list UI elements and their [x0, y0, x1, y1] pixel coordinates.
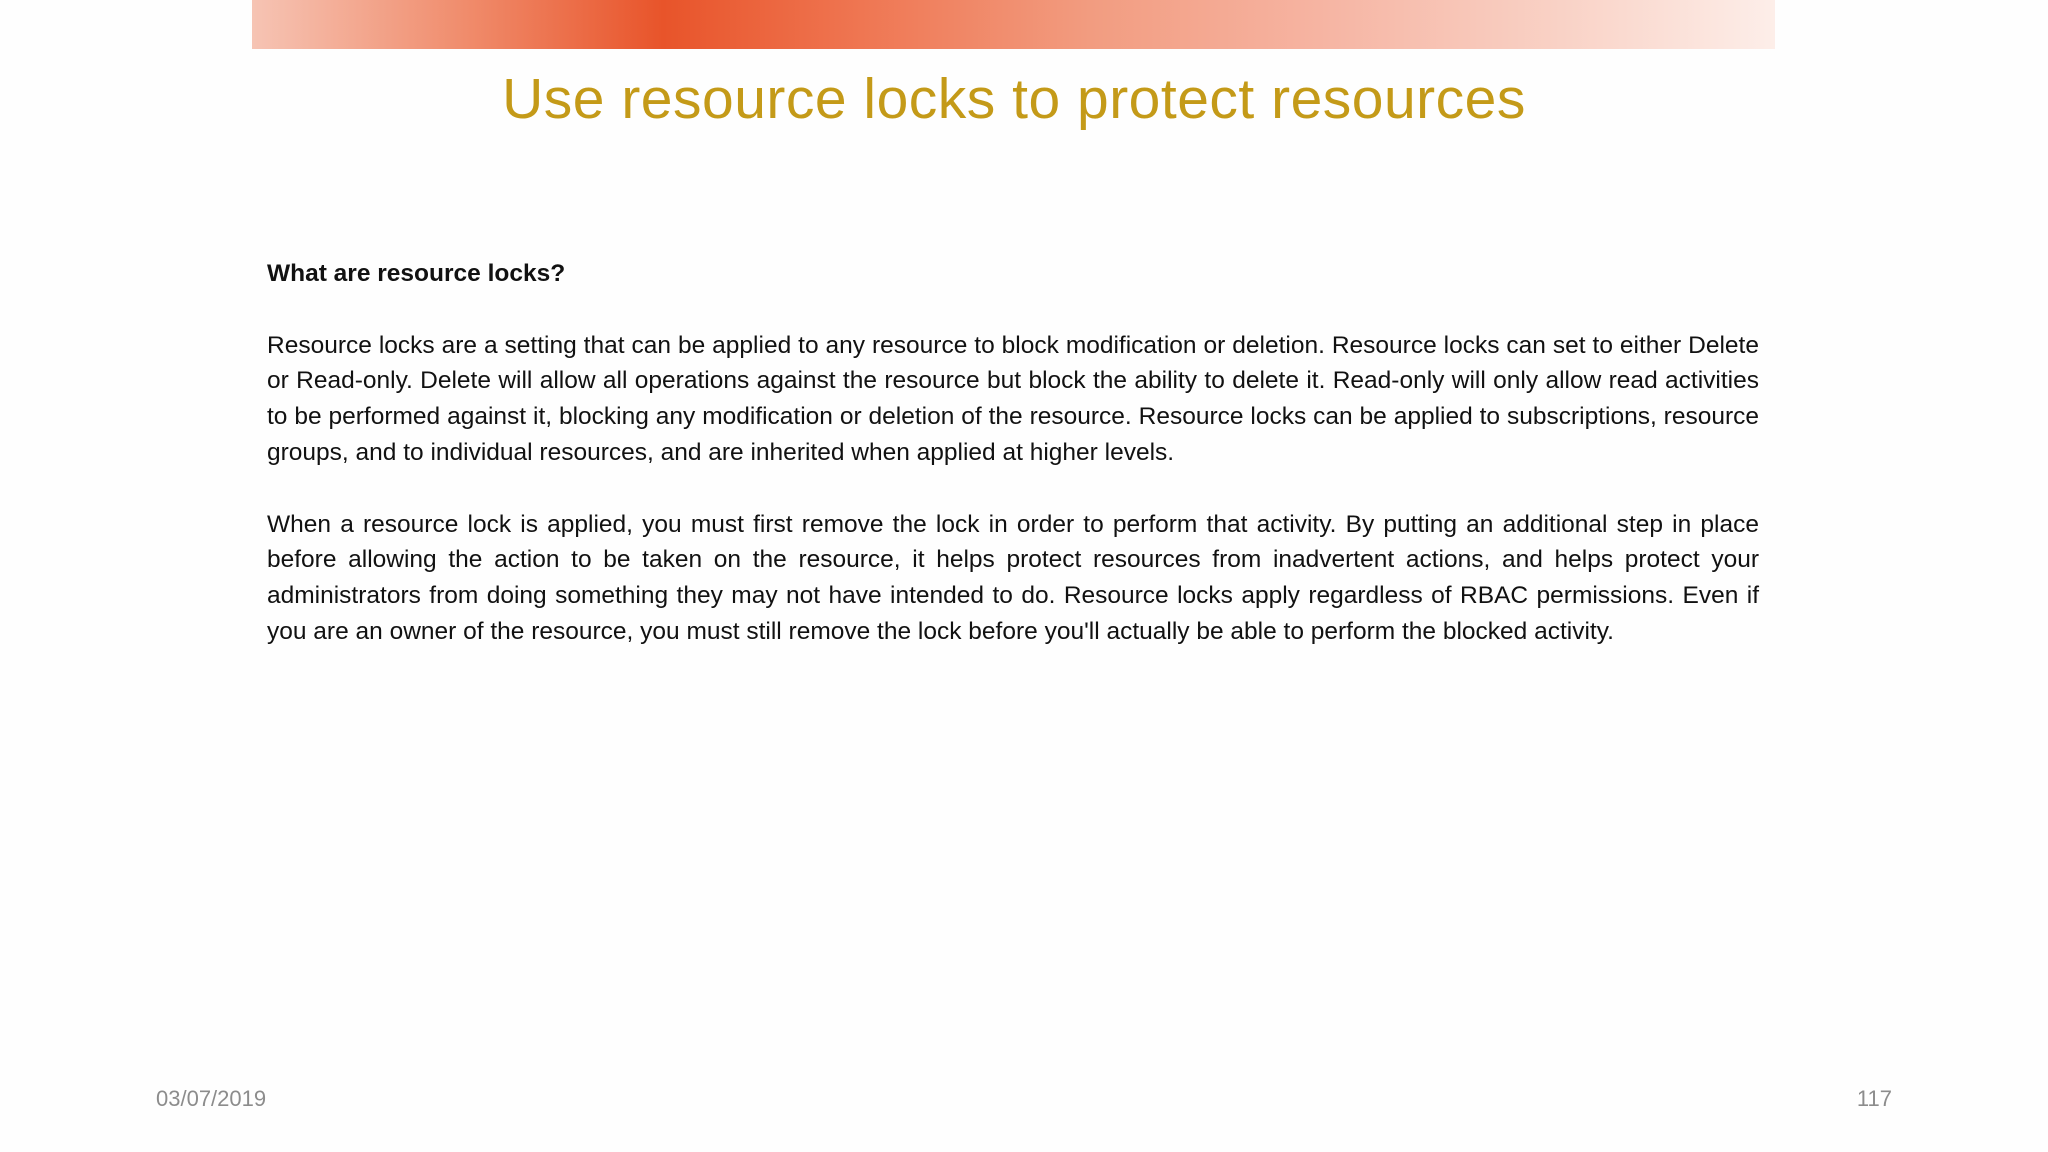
section-heading: What are resource locks? — [267, 260, 566, 287]
footer-date: 03/07/2019 — [156, 1086, 267, 1111]
page-number: 117 — [1856, 1086, 1892, 1111]
slide-title: Use resource locks to protect resources — [502, 67, 1526, 131]
accent-gradient-bar — [252, 0, 1775, 49]
paragraph: When a resource lock is applied, you must first remove the lock in order to perform that activity. By putting an additional step in place before allowing the action to be taken on the resource, it helps protect resources from inadvertent actions, and helps protect your administrators from doing something they may not have intended to do. Resource locks apply regardless of RBAC permissions. Even if you are an owner of the resource, you must still remove the lock before you'll actually be able to perform the blocked activity. — [267, 510, 1759, 645]
slide-body — [267, 256, 1759, 686]
paragraph: Resource locks are a setting that can be applied to any resource to block modification or deletion. Resource locks can set to either Delete or Read-only. Delete will allow all operations against the resource but block the ability to delete it. Read-only will only allow read activities to be performed against it, blocking any modification or deletion of the resource. Resource locks can be applied to subscriptions, resource groups, and to individual resources, and are inherited when applied at higher levels. — [267, 331, 1759, 466]
